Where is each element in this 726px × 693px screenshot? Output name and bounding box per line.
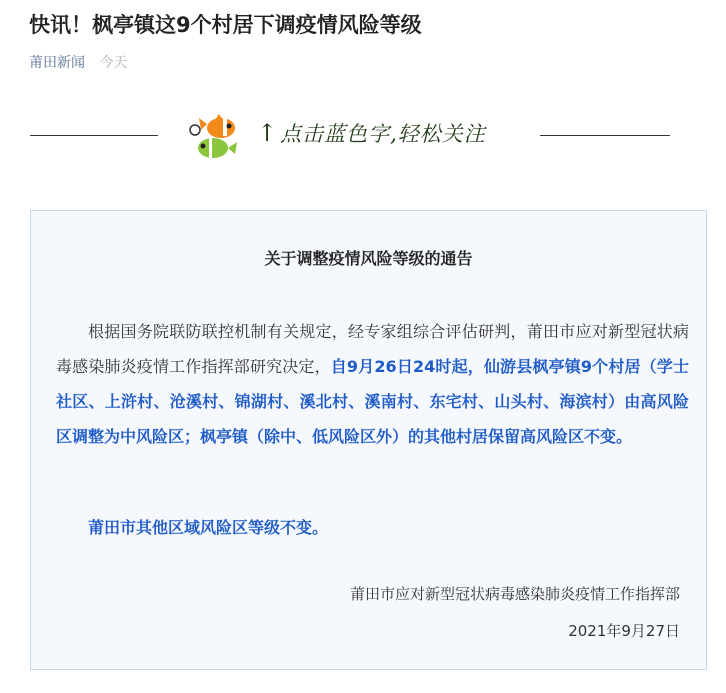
notice-extra: 莆田市其他区域风险区等级不变。 bbox=[88, 518, 329, 537]
notice-heading: 关于调整疫情风险等级的通告 bbox=[264, 249, 473, 268]
follow-banner bbox=[257, 117, 486, 150]
article-meta bbox=[29, 53, 127, 73]
up-arrow-icon: ↑ bbox=[257, 119, 279, 147]
banner-divider-right bbox=[540, 135, 670, 136]
article-title: 快讯！枫亭镇这9个村居下调疫情风险等级 bbox=[29, 13, 422, 37]
notice-issuer: 莆田市应对新型冠状病毒感染肺炎疫情工作指挥部 bbox=[349, 585, 680, 603]
source-link[interactable]: 莆田新闻 bbox=[29, 55, 85, 71]
publish-date: 今天 bbox=[99, 55, 128, 71]
notice-date: 2021年9月27日 bbox=[568, 622, 680, 640]
notice-body-text: 根据国务院联防联控机制有关规定，经专家组综合评估研判，莆田市应对新型冠状病毒感染肺炎疫情工作指挥部研究决定， bbox=[56, 322, 689, 376]
notice-box bbox=[30, 210, 707, 670]
banner-divider-left bbox=[30, 135, 158, 136]
notice-body-highlight: 自9月26日24时起，仙游县枫亭镇9个村居（学士社区、上浒村、沧溪村、锦湖村、溪北村、溪南村、东宅村、山头村、海滨村）由高风险区调整为中风险区；枫亭镇（除中、低风险区外）的其他村居保留高风险区不变。 bbox=[56, 357, 689, 446]
fish-mascot-icon bbox=[185, 110, 245, 165]
notice-body bbox=[56, 314, 689, 454]
follow-banner-text: 点击蓝色字,轻松关注 bbox=[280, 122, 486, 146]
